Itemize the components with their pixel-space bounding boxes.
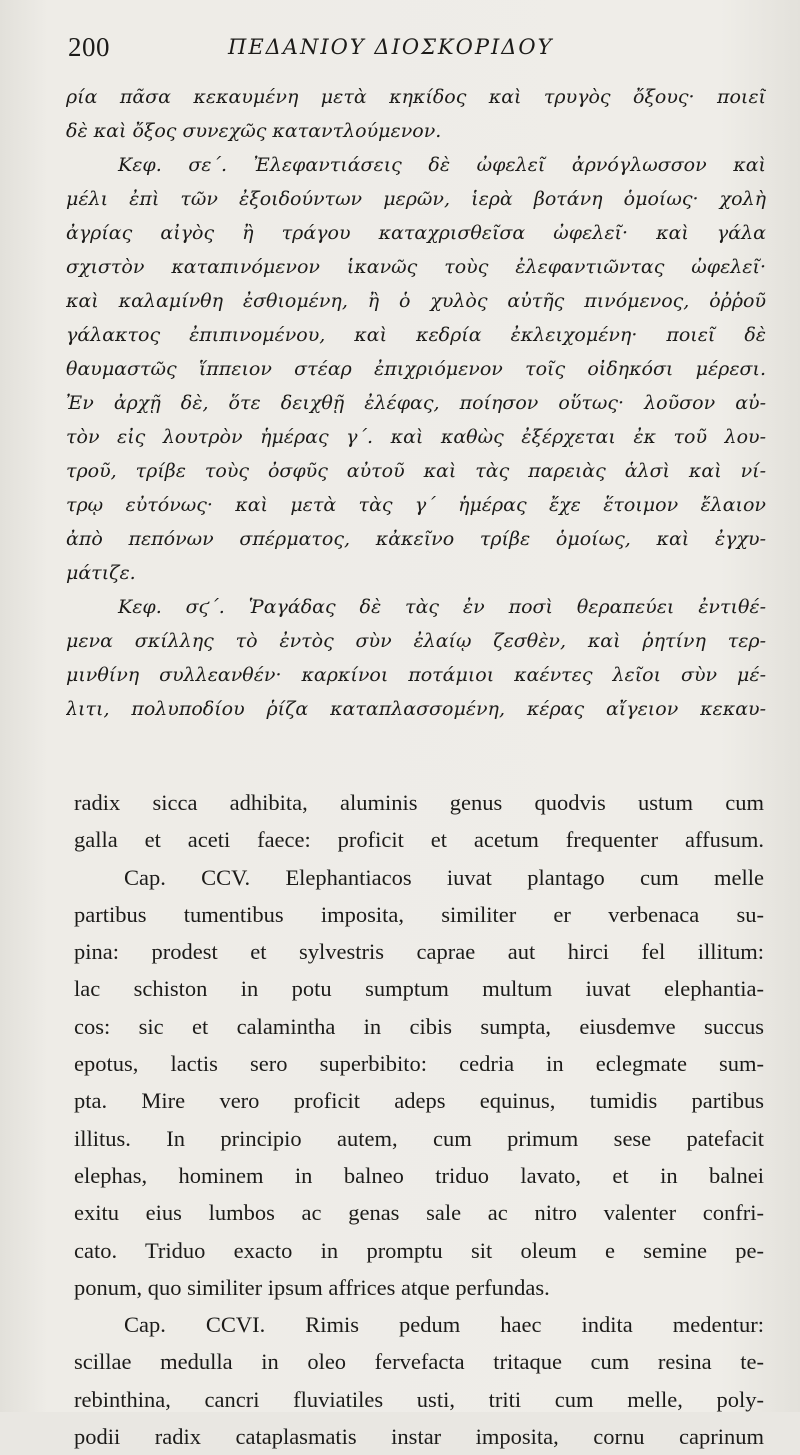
latin-line: pta. Mire vero proficit adeps equinus, tumidis partibus bbox=[74, 1088, 764, 1114]
greek-line: μινθίνη συλλεανθέν· καρκίνοι ποτάμιοι καέντες λεῖοι σὺν μέ- bbox=[66, 664, 766, 686]
greek-line: Ἐν ἀρχῇ δὲ, ὅτε δειχθῇ ἐλέφας, ποίησον οὕτως· λοῦσον αὐ- bbox=[66, 392, 766, 414]
latin-line: radix sicca adhibita, aluminis genus quodvis ustum cum bbox=[74, 790, 764, 815]
latin-line: ponum, quo similiter ipsum affrices atque perfundas. bbox=[74, 1274, 550, 1300]
latin-line: Cap. CCVI. Rimis pedum haec indita medentur: bbox=[124, 1312, 764, 1338]
greek-line: δὲ καὶ ὄξος συνεχῶς καταντλούμενον. bbox=[66, 120, 442, 142]
latin-line: elephas, hominem in balneo triduo lavato, et in balnei bbox=[74, 1162, 764, 1188]
latin-line: rebinthina, cancri fluviatiles usti, triti cum melle, poly- bbox=[74, 1386, 764, 1412]
greek-line: μάτιζε. bbox=[66, 562, 136, 584]
greek-line: μενα σκίλλης τὸ ἐντὸς σὺν ἐλαίῳ ζεσθὲν, καὶ ῥητίνη τερ- bbox=[66, 630, 766, 652]
greek-line: τὸν εἰς λουτρὸν ἡμέρας γ΄. καὶ καθὼς ἐξέρχεται ἐκ τοῦ λου- bbox=[66, 426, 766, 448]
latin-line: lac schiston in potu sumptum multum iuvat elephantia- bbox=[74, 976, 764, 1002]
greek-line: τροῦ, τρίβε τοὺς ὀσφῦς αὐτοῦ καὶ τὰς παρειὰς ἁλσὶ καὶ νί- bbox=[66, 460, 766, 482]
greek-line: λιτι, πολυποδίου ῥίζα καταπλασσομένη, κέρας αἴγειον κεκαυ- bbox=[66, 698, 766, 720]
latin-line: scillae medulla in oleo fervefacta tritaque cum resina te- bbox=[74, 1349, 764, 1375]
latin-line: podii radix cataplasmatis instar imposita, cornu caprinum bbox=[74, 1424, 764, 1450]
greek-line: ἀγρίας αἰγὸς ἢ τράγου καταχρισθεῖσα ὠφελεῖ· καὶ γάλα bbox=[66, 222, 766, 244]
greek-line: Κεφ. σϛ΄. Ῥαγάδας δὲ τὰς ἐν ποσὶ θεραπεύει ἐντιθέ- bbox=[118, 596, 766, 618]
latin-line: cato. Triduo exacto in promptu sit oleum e semine pe- bbox=[74, 1237, 764, 1263]
greek-line: θαυμαστῶς ἵππειον στέαρ ἐπιχριόμενον τοῖς οἰδηκόσι μέρεσι. bbox=[66, 358, 766, 380]
page-number: 200 bbox=[68, 32, 110, 62]
greek-line: Κεφ. σε΄. Ἐλεφαντιάσεις δὲ ὠφελεῖ ἀρνόγλωσσον καὶ bbox=[118, 154, 766, 176]
greek-line: σχιστὸν καταπινόμενον ἱκανῶς τοὺς ἐλεφαντιῶντας ὠφελεῖ· bbox=[66, 256, 766, 278]
latin-line: Cap. CCV. Elephantiacos iuvat plantago cum melle bbox=[124, 864, 764, 890]
latin-line: partibus tumentibus imposita, similiter er verbenaca su- bbox=[74, 901, 764, 927]
greek-line: ρία πᾶσα κεκαυμένη μετὰ κηκίδος καὶ τρυγὸς ὄξους· ποιεῖ bbox=[66, 86, 766, 108]
latin-line: exitu eius lumbos ac genas sale ac nitro valenter confri- bbox=[74, 1200, 764, 1226]
latin-line: cos: sic et calamintha in cibis sumpta, eiusdemve succus bbox=[74, 1013, 764, 1039]
greek-line: τρῳ εὐτόνως· καὶ μετὰ τὰς γ΄ ἡμέρας ἔχε ἕτοιμον ἔλαιον bbox=[66, 494, 766, 516]
latin-line: pina: prodest et sylvestris caprae aut hirci fel illitum: bbox=[74, 939, 764, 965]
latin-line: galla et aceti faece: proficit et acetum frequenter affusum. bbox=[74, 827, 764, 853]
greek-line: καὶ καλαμίνθη ἐσθιομένη, ἢ ὁ χυλὸς αὐτῆς πινόμενος, ὀῤῥοῦ bbox=[66, 290, 766, 312]
greek-line: μέλι ἐπὶ τῶν ἐξοιδούντων μερῶν, ἱερὰ βοτάνη ὁμοίως· χολὴ bbox=[66, 188, 766, 210]
greek-line: γάλακτος ἐπιπινομένου, καὶ κεδρία ἐκλειχομένη· ποιεῖ δὲ bbox=[66, 324, 766, 346]
latin-text-block bbox=[74, 784, 764, 1455]
greek-text-block bbox=[66, 80, 766, 726]
running-title: ΠΕΔΑΝΙΟΥ ΔΙΟΣΚΟΡΙΔΟΥ bbox=[228, 35, 554, 59]
latin-line: illitus. In principio autem, cum primum sese patefacit bbox=[74, 1125, 764, 1151]
latin-line: epotus, lactis sero superbibito: cedria in eclegmate sum- bbox=[74, 1051, 764, 1077]
page-header bbox=[68, 32, 768, 72]
greek-line: ἀπὸ πεπόνων σπέρματος, κἀκεῖνο τρίβε ὁμοίως, καὶ ἐγχυ- bbox=[66, 528, 766, 550]
